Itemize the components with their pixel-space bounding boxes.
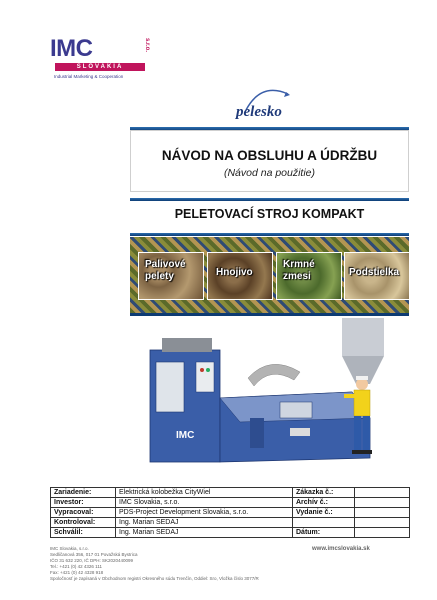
pellet-tile-fertilizer: [207, 252, 273, 300]
table-row: [51, 508, 410, 518]
pellet-tile-bedding: [344, 252, 409, 300]
table-label: Archív č.:: [293, 498, 355, 508]
document-subtitle: (Návod na použitie): [223, 167, 316, 179]
table-value: [355, 498, 410, 508]
pellet-tile-label: Palivové: [145, 259, 186, 270]
table-label: Vydanie č.:: [293, 508, 355, 518]
table-label: Kontroloval:: [51, 518, 116, 528]
machine-illustration: [130, 318, 409, 478]
table-value: Ing. Marian SEDAJ: [116, 518, 293, 528]
pellet-tile-fuel: [138, 252, 204, 300]
pellet-tile-label: pelety: [145, 271, 174, 282]
pellet-tile-label: zmesi: [283, 271, 311, 282]
imc-logo-country: SLOVAKIA: [55, 63, 145, 71]
imc-logo-text: IMC: [50, 35, 93, 62]
table-label: Zariadenie:: [51, 488, 116, 498]
footer-line: IČO 31 632 220, IČ DPH: SK2020440099: [50, 558, 134, 563]
product-title: PELETOVACÍ STROJ KOMPAKT: [174, 207, 365, 221]
table-label: Vypracoval:: [51, 508, 116, 518]
product-bottom-bar: [130, 233, 409, 236]
pellet-bottom-bar: [130, 313, 409, 316]
document-info-table: [50, 487, 410, 538]
table-value: [355, 488, 410, 498]
imc-logo-suffix: s.r.o.: [144, 38, 150, 53]
pelesko-logo-text: pelesko: [236, 104, 282, 120]
footer-company-info: [50, 546, 259, 582]
table-value: Ing. Marian SEDAJ: [116, 528, 293, 538]
pellet-tile-label: Podstielka: [349, 267, 400, 278]
pellet-banner: [130, 237, 409, 313]
pellet-tile-label: Hnojivo: [216, 267, 253, 278]
table-value: [355, 518, 410, 528]
table-label: Zákazka č.:: [293, 488, 355, 498]
footer-url[interactable]: www.imcslovakia.sk: [312, 546, 370, 552]
table-value: [355, 508, 410, 518]
product-top-bar: [130, 198, 409, 201]
table-label: Dátum:: [293, 528, 355, 538]
footer-line: Fax: +421 (0) 42 4328 918: [50, 570, 104, 575]
footer-line: IMC Slovakia, s.r.o.: [50, 546, 89, 551]
machine-badge: IMC: [176, 430, 195, 441]
table-value: PDS-Project Development Slovakia, s.r.o.: [116, 508, 293, 518]
pellet-tile-label: Krmné: [283, 259, 315, 270]
pellet-tile-feed: [276, 252, 342, 300]
table-row: [51, 518, 410, 528]
document-title: NÁVOD NA OBSLUHU A ÚDRŽBU: [161, 148, 378, 163]
table-label: Investor:: [51, 498, 116, 508]
table-row: [51, 488, 410, 498]
table-label: Schválil:: [51, 528, 116, 538]
pelesko-logo: [226, 80, 306, 124]
table-label: [293, 518, 355, 528]
table-value: IMC Slovakia, s.r.o.: [116, 498, 293, 508]
table-row: [51, 498, 410, 508]
table-value: [355, 528, 410, 538]
table-value: Elektrická kolobežka CityWiel: [116, 488, 293, 498]
imc-logo-tagline: Industrial Marketing & Cooperation: [54, 74, 124, 79]
footer-line: Spoločnosť je zapísaná v Obchodnom registri Okresného súdu Trenčín, Oddiel: Sro, Vložka číslo 3077/R: [50, 576, 259, 581]
footer-line: Tel.: +421 (0) 42 4326 111: [50, 564, 102, 569]
footer-line: Sedličanová 356, 017 01 Považská Bystrica: [50, 552, 138, 557]
table-row: [51, 528, 410, 538]
